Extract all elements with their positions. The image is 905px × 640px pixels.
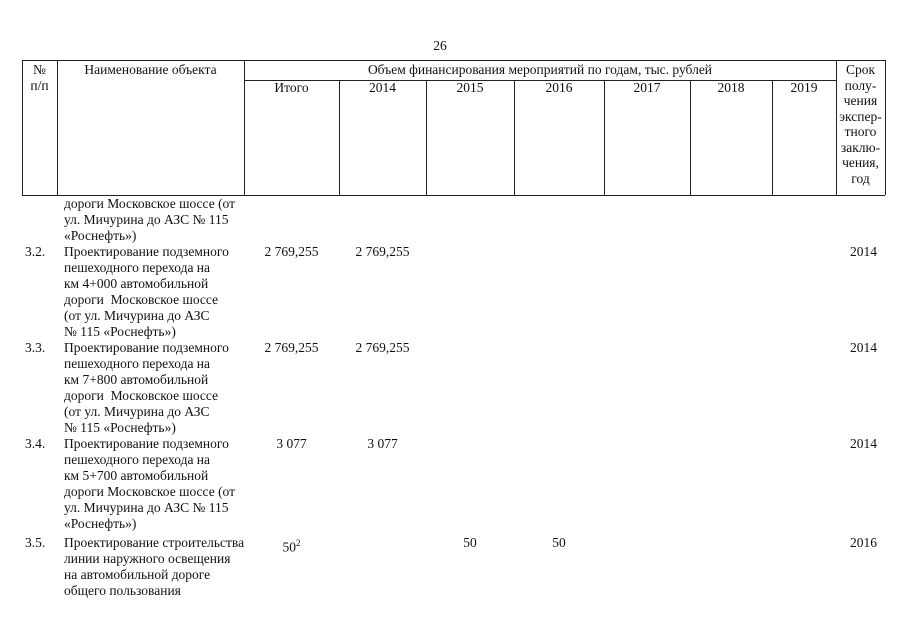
row-total: 2 769,255: [264, 340, 319, 355]
row-2015: 50: [463, 535, 477, 550]
header-year-2019: 2019: [790, 80, 818, 95]
header-year-2018: 2018: [717, 80, 745, 95]
divider: [885, 60, 886, 195]
header-year-2016: 2016: [545, 80, 573, 95]
footnote-mark: 2: [296, 538, 301, 548]
header-funding: Объем финансирования мероприятий по годам, тыс. рублей: [367, 62, 713, 77]
row-total: [244, 535, 339, 556]
row-number: 3.5.: [25, 535, 46, 550]
divider: [690, 80, 691, 195]
row-year: 2016: [850, 535, 877, 550]
row-total-value: 50: [282, 539, 296, 555]
row-name: Проектирование строительства линии наружного освещения на автомобильной дороге общего пользования: [64, 535, 245, 598]
row-2014: 2 769,255: [355, 244, 410, 259]
header-name: Наименование объекта: [84, 62, 217, 77]
row-year: 2014: [850, 340, 877, 355]
header-total: Итого: [274, 80, 309, 95]
row-name: Проектирование подземного пешеходного перехода на км 7+800 автомобильной дороги Московское шоссе (от ул. Мичурина до АЗС № 115 «Роснефть»): [64, 340, 229, 435]
row-2014: 2 769,255: [355, 340, 410, 355]
row-total: 2 769,255: [264, 244, 319, 259]
header-deadline: Срок полу- чения экспер- тного заклю- чения, год: [839, 62, 882, 186]
row-number: 3.4.: [25, 436, 46, 451]
divider: [339, 80, 340, 195]
header-num: № п/п: [30, 62, 49, 93]
continuation-text: дороги Московское шоссе (от ул. Мичурина до АЗС № 115 «Роснефть»): [64, 196, 236, 243]
page-number: 26: [433, 38, 447, 53]
divider: [426, 80, 427, 195]
row-year: 2014: [850, 436, 877, 451]
divider: [22, 60, 885, 61]
row-name: Проектирование подземного пешеходного перехода на км 5+700 автомобильной дороги Московское шоссе (от ул. Мичурина до АЗС № 115 «Роснефть»): [64, 436, 236, 531]
header-year-2017: 2017: [633, 80, 661, 95]
row-2014: 3 077: [367, 436, 398, 451]
row-total: 3 077: [276, 436, 307, 451]
header-year-2015: 2015: [456, 80, 484, 95]
row-number: 3.2.: [25, 244, 46, 259]
divider: [772, 80, 773, 195]
divider: [57, 60, 58, 195]
row-name: Проектирование подземного пешеходного перехода на км 4+000 автомобильной дороги Московское шоссе (от ул. Мичурина до АЗС № 115 «Роснефть»): [64, 244, 229, 339]
divider: [604, 80, 605, 195]
row-2016: 50: [552, 535, 566, 550]
row-year: 2014: [850, 244, 877, 259]
header-year-2014: 2014: [369, 80, 396, 95]
row-number: 3.3.: [25, 340, 46, 355]
divider: [514, 80, 515, 195]
